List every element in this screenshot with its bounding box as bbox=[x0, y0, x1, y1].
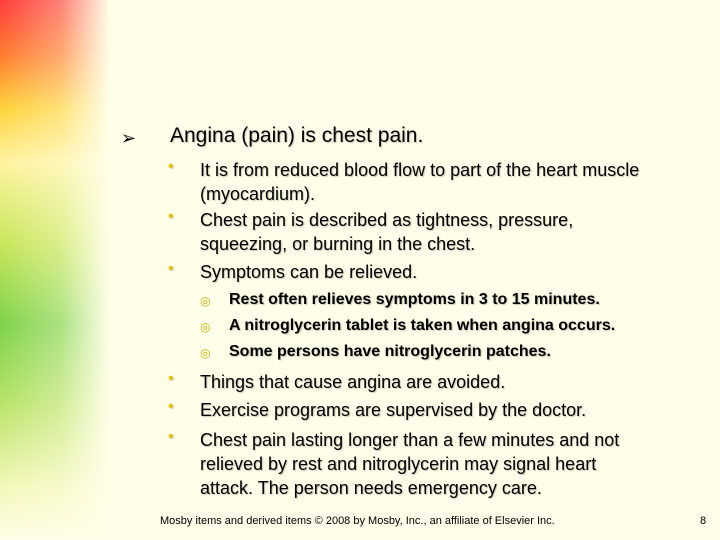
bullet-emergency-line3: attack. The person needs emergency care. bbox=[200, 478, 542, 498]
bullet-dot-icon: • bbox=[168, 428, 174, 445]
subbullet-nitroglycerin-patches: Some persons have nitroglycerin patches. bbox=[229, 343, 551, 360]
arrow-bullet-icon: ➢ bbox=[121, 128, 137, 148]
page-number: 8 bbox=[700, 515, 707, 527]
bullet-emergency-line2: relieved by rest and nitroglycerin may signal heart bbox=[200, 454, 597, 474]
bullet-dot-icon: • bbox=[168, 398, 174, 415]
bullet-chest-pain-description-line1: Chest pain is described as tightness, pressure, bbox=[200, 210, 574, 230]
ring-bullet-icon: ◎ bbox=[200, 294, 211, 308]
bullet-dot-icon: • bbox=[168, 370, 174, 387]
slide-title: Angina (pain) is chest pain. bbox=[170, 124, 424, 147]
bullet-chest-pain-description-line2: squeezing, or burning in the chest. bbox=[200, 234, 476, 254]
copyright-footer: Mosby items and derived items © 2008 by Mosby, Inc., an affiliate of Elsevier Inc. bbox=[160, 515, 555, 527]
ring-bullet-icon: ◎ bbox=[200, 320, 211, 334]
subbullet-rest: Rest often relieves symptoms in 3 to 15 minutes. bbox=[229, 291, 600, 308]
bullet-dot-icon: • bbox=[168, 208, 174, 225]
bullet-emergency-line1: Chest pain lasting longer than a few minutes and not bbox=[200, 430, 620, 450]
bullet-dot-icon: • bbox=[168, 260, 174, 277]
bullet-reduced-blood-flow-line1: It is from reduced blood flow to part of the heart muscle bbox=[200, 160, 640, 180]
bullet-dot-icon: • bbox=[168, 158, 174, 175]
bullet-symptoms-relieved: Symptoms can be relieved. bbox=[200, 262, 418, 282]
bullet-causes-avoided: Things that cause angina are avoided. bbox=[200, 372, 506, 392]
ring-bullet-icon: ◎ bbox=[200, 346, 211, 360]
bullet-reduced-blood-flow-line2: (myocardium). bbox=[200, 184, 316, 204]
bullet-exercise-programs: Exercise programs are supervised by the doctor. bbox=[200, 400, 587, 420]
subbullet-nitroglycerin-tablet: A nitroglycerin tablet is taken when angina occurs. bbox=[229, 317, 616, 334]
